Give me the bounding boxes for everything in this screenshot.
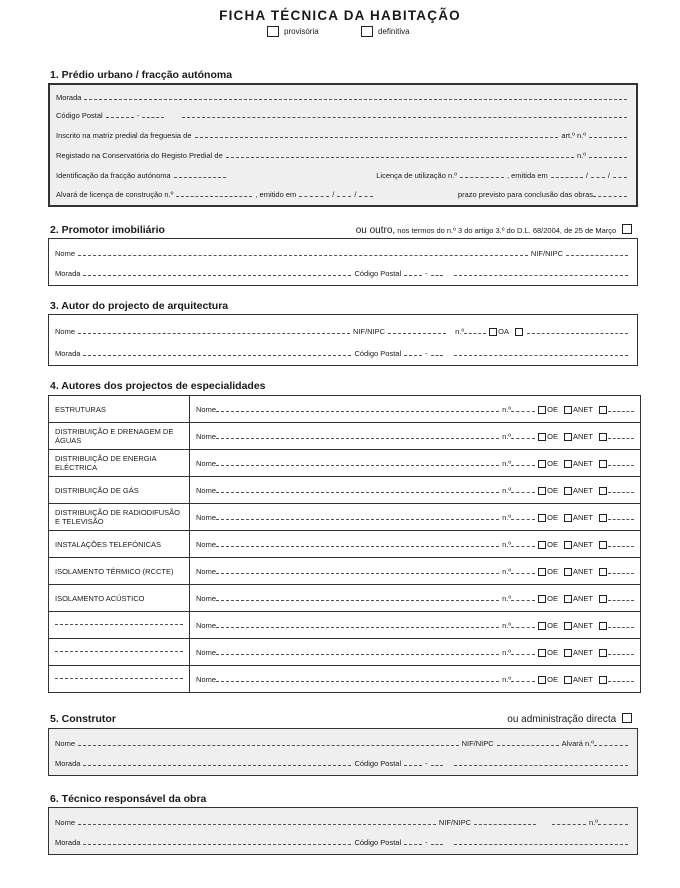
promotor-morada-row	[55, 269, 631, 278]
specialty-custom-field[interactable]	[55, 624, 183, 625]
numero-label: n.º	[502, 512, 512, 522]
emitido-mes-field[interactable]	[337, 196, 351, 197]
oe-label: OE	[547, 674, 558, 684]
inscrito-row	[56, 131, 630, 140]
slash: /	[332, 190, 335, 199]
specialty-blank-cell	[49, 612, 190, 639]
tecnico-nome-field[interactable]	[78, 824, 436, 825]
emitida-em-label: , emitida em	[506, 171, 548, 180]
nome-label: Nome	[55, 327, 76, 336]
alvara-field[interactable]	[176, 196, 252, 197]
numero-label: n.º	[589, 818, 598, 827]
oe-label: OE	[547, 458, 558, 468]
nif-label: NIF/NIPC	[461, 739, 494, 748]
tecnico-localidade-field[interactable]	[454, 844, 628, 845]
promotor-nome-field[interactable]	[78, 255, 528, 256]
slash: /	[354, 190, 357, 199]
nome-label: Nome	[196, 620, 217, 630]
administracao-directa-checkbox[interactable]	[622, 713, 632, 723]
section-2-title: 2. Promotor imobiliário	[50, 224, 165, 236]
specialty-row	[49, 396, 641, 423]
specialty-nome-field[interactable]	[216, 600, 499, 601]
definitiva-checkbox[interactable]	[361, 26, 373, 37]
specialty-row	[49, 531, 641, 558]
autor-numero-field[interactable]	[464, 333, 486, 334]
construtor-nif-field[interactable]	[497, 745, 559, 746]
nif-label: NIF/NIPC	[353, 327, 386, 336]
specialty-author-cell	[190, 396, 641, 423]
specialty-numero-field[interactable]	[511, 519, 535, 520]
specialty-row	[49, 423, 641, 450]
specialty-custom-field[interactable]	[55, 678, 183, 679]
identificacao-row	[56, 171, 630, 180]
freguesia-field[interactable]	[195, 137, 559, 138]
anet-checkbox[interactable]	[564, 649, 572, 657]
oe-checkbox[interactable]	[538, 568, 546, 576]
numero-label: n.º	[502, 620, 512, 630]
specialty-author-cell	[190, 477, 641, 504]
ou-outro-label: ou outro,	[355, 225, 396, 236]
outro-ordem-checkbox[interactable]	[515, 328, 523, 336]
specialty-label: ESTRUTURAS	[49, 396, 190, 423]
anet-checkbox[interactable]	[564, 676, 572, 684]
nome-label: Nome	[196, 674, 217, 684]
nome-label: Nome	[196, 647, 217, 657]
specialty-row	[49, 450, 641, 477]
morada-label: Morada	[56, 93, 82, 102]
registo-numero-field[interactable]	[589, 157, 627, 158]
outro-field[interactable]	[608, 573, 634, 574]
registado-label: Registado na Conservatória do Registo Predial de	[56, 151, 223, 160]
codigo-postal-label: Código Postal	[354, 349, 402, 358]
specialty-nome-field[interactable]	[216, 492, 499, 493]
outro-field[interactable]	[608, 654, 634, 655]
outro-checkbox[interactable]	[599, 487, 607, 495]
codigo-postal-label: Código Postal	[354, 759, 402, 768]
option-provisoria[interactable]	[267, 26, 319, 37]
emitida-dia-field[interactable]	[551, 177, 583, 178]
anet-label: ANET	[572, 512, 593, 522]
specialty-blank-cell	[49, 666, 190, 693]
specialty-author-cell	[190, 639, 641, 666]
artigo-field[interactable]	[589, 137, 627, 138]
oe-checkbox[interactable]	[538, 622, 546, 630]
oe-checkbox[interactable]	[538, 433, 546, 441]
specialty-numero-field[interactable]	[511, 438, 535, 439]
specialty-blank-cell	[49, 639, 190, 666]
outro-checkbox[interactable]	[599, 622, 607, 630]
specialty-numero-field[interactable]	[511, 654, 535, 655]
oe-label: OE	[547, 566, 558, 576]
oe-checkbox[interactable]	[538, 595, 546, 603]
outro-field[interactable]	[608, 519, 634, 520]
specialty-numero-field[interactable]	[511, 600, 535, 601]
specialty-label: DISTRIBUIÇÃO DE GÁS	[49, 477, 190, 504]
emitido-em-label: , emitido em	[255, 190, 297, 199]
autor-nif-field[interactable]	[388, 333, 446, 334]
specialty-label: INSTALAÇÕES TELEFÓNICAS	[49, 531, 190, 558]
definitiva-label: definitiva	[378, 27, 410, 36]
section-2-box	[48, 238, 638, 286]
specialty-author-cell	[190, 531, 641, 558]
oe-checkbox[interactable]	[538, 460, 546, 468]
section-3-title: 3. Autor do projecto de arquitectura	[50, 300, 229, 312]
oe-label: OE	[547, 539, 558, 549]
promotor-cp1-field[interactable]	[404, 275, 422, 276]
construtor-cp1-field[interactable]	[404, 765, 422, 766]
outro-checkbox[interactable]	[599, 541, 607, 549]
specialty-label: ISOLAMENTO TÉRMICO (RCCTE)	[49, 558, 190, 585]
specialty-nome-field[interactable]	[216, 465, 499, 466]
anet-label: ANET	[572, 485, 593, 495]
tecnico-nome-row	[55, 818, 631, 827]
outro-field[interactable]	[608, 492, 634, 493]
outro-field[interactable]	[608, 465, 634, 466]
fraccao-field[interactable]	[174, 177, 226, 178]
nome-label: Nome	[196, 404, 217, 414]
specialty-label: ISOLAMENTO ACÚSTICO	[49, 585, 190, 612]
slash: /	[607, 171, 610, 180]
specialty-nome-field[interactable]	[216, 681, 499, 682]
tecnico-cp2-field[interactable]	[431, 844, 443, 845]
autor-localidade-field[interactable]	[454, 355, 628, 356]
anet-checkbox[interactable]	[564, 622, 572, 630]
specialty-row	[49, 477, 641, 504]
anet-checkbox[interactable]	[564, 541, 572, 549]
promotor-morada-field[interactable]	[83, 275, 351, 276]
autor-morada-field[interactable]	[83, 355, 351, 356]
specialty-author-cell	[190, 450, 641, 477]
numero-label: n.º	[502, 674, 512, 684]
anet-label: ANET	[572, 593, 593, 603]
registo-numero-label: n.º	[577, 151, 586, 160]
specialty-numero-field[interactable]	[511, 573, 535, 574]
anet-label: ANET	[572, 674, 593, 684]
nome-label: Nome	[196, 431, 217, 441]
section-5-title: 5. Construtor	[50, 713, 116, 725]
autor-nome-field[interactable]	[78, 333, 350, 334]
specialty-nome-field[interactable]	[216, 654, 499, 655]
oa-checkbox[interactable]	[489, 328, 497, 336]
numero-label: n.º	[502, 539, 512, 549]
outro-checkbox[interactable]	[599, 514, 607, 522]
nome-label: Nome	[196, 458, 217, 468]
numero-label: n.º	[502, 593, 512, 603]
outro-checkbox[interactable]	[599, 676, 607, 684]
specialty-author-cell	[190, 558, 641, 585]
oe-label: OE	[547, 647, 558, 657]
nif-label: NIF/NIPC	[530, 249, 563, 258]
registado-row	[56, 151, 630, 160]
specialty-nome-field[interactable]	[216, 627, 499, 628]
specialty-row	[49, 504, 641, 531]
nome-label: Nome	[196, 539, 217, 549]
nome-label: Nome	[55, 249, 76, 258]
specialty-numero-field[interactable]	[511, 411, 535, 412]
autor-nome-row	[55, 327, 631, 336]
emitido-ano-field[interactable]	[359, 196, 373, 197]
construtor-cp2-field[interactable]	[431, 765, 443, 766]
anet-label: ANET	[572, 431, 593, 441]
tecnico-morada-row	[55, 838, 631, 847]
specialty-numero-field[interactable]	[511, 465, 535, 466]
nome-label: Nome	[196, 485, 217, 495]
morada-label: Morada	[55, 269, 81, 278]
anet-checkbox[interactable]	[564, 460, 572, 468]
alvara-label: Alvará n.º	[561, 739, 594, 748]
specialty-nome-field[interactable]	[216, 411, 499, 412]
morada-row	[56, 93, 630, 102]
codigo-postal-label: Código Postal	[354, 838, 402, 847]
outro-field[interactable]	[608, 600, 634, 601]
prazo-field[interactable]	[593, 196, 627, 197]
section-6-title: 6. Técnico responsável da obra	[50, 793, 207, 805]
oe-label: OE	[547, 620, 558, 630]
nome-label: Nome	[55, 818, 76, 827]
outro-field[interactable]	[608, 438, 634, 439]
localidade-field[interactable]	[182, 117, 627, 118]
oe-label: OE	[547, 431, 558, 441]
specialty-nome-field[interactable]	[216, 438, 499, 439]
conservatoria-field[interactable]	[226, 157, 574, 158]
morada-label: Morada	[55, 759, 81, 768]
numero-label: n.º	[502, 566, 512, 576]
oe-label: OE	[547, 512, 558, 522]
specialty-label: DISTRIBUIÇÃO DE RADIODIFUSÃO E TELEVISÃO	[49, 504, 190, 531]
specialties-table	[48, 395, 641, 693]
anet-checkbox[interactable]	[564, 487, 572, 495]
prazo-label: prazo previsto para conclusão das obras	[457, 190, 593, 199]
anet-checkbox[interactable]	[564, 433, 572, 441]
specialty-numero-field[interactable]	[511, 681, 535, 682]
specialty-custom-field[interactable]	[55, 651, 183, 652]
section-5-alt	[507, 713, 633, 725]
construtor-morada-field[interactable]	[83, 765, 351, 766]
section-5-box	[48, 728, 638, 776]
outro-checkbox[interactable]	[599, 595, 607, 603]
specialty-row	[49, 639, 641, 666]
inscrito-label: Inscrito na matriz predial da freguesia de	[56, 131, 192, 140]
construtor-alvara-field[interactable]	[594, 745, 628, 746]
administracao-directa-label: ou administração directa	[507, 714, 617, 725]
nome-label: Nome	[196, 566, 217, 576]
anet-label: ANET	[572, 620, 593, 630]
anet-label: ANET	[572, 566, 593, 576]
specialty-row	[49, 666, 641, 693]
outro-field[interactable]	[608, 411, 634, 412]
section-2-alt	[356, 224, 633, 236]
tecnico-nif-field[interactable]	[474, 824, 536, 825]
oe-checkbox[interactable]	[538, 514, 546, 522]
section-1-title: 1. Prédio urbano / fracção autónoma	[50, 69, 233, 81]
tecnico-numero-field[interactable]	[598, 824, 628, 825]
tecnico-ordem-field[interactable]	[552, 824, 586, 825]
nome-label: Nome	[196, 593, 217, 603]
provisoria-label: provisória	[284, 27, 319, 36]
promotor-nif-field[interactable]	[566, 255, 628, 256]
oe-label: OE	[547, 404, 558, 414]
anet-checkbox[interactable]	[564, 595, 572, 603]
construtor-localidade-field[interactable]	[454, 765, 628, 766]
cp-field-1[interactable]	[106, 117, 134, 118]
numero-label: n.º	[502, 485, 512, 495]
page-title: FICHA TÉCNICA DA HABITAÇÃO	[219, 8, 461, 23]
section-4-title: 4. Autores dos projectos de especialidades	[50, 380, 266, 392]
alvara-row	[56, 190, 630, 199]
nome-label: Nome	[196, 512, 217, 522]
specialty-nome-field[interactable]	[216, 573, 499, 574]
specialty-label: DISTRIBUIÇÃO DE ENERGIA ELÉCTRICA	[49, 450, 190, 477]
promotor-cp2-field[interactable]	[431, 275, 443, 276]
outro-ordem-field[interactable]	[527, 333, 628, 334]
outro-field[interactable]	[608, 546, 634, 547]
specialty-author-cell	[190, 585, 641, 612]
slash: /	[585, 171, 588, 180]
specialty-author-cell	[190, 666, 641, 693]
nif-label: NIF/NIPC	[438, 818, 471, 827]
outro-field[interactable]	[608, 681, 634, 682]
specialty-author-cell	[190, 423, 641, 450]
oe-checkbox[interactable]	[538, 406, 546, 414]
construtor-morada-row	[55, 759, 631, 768]
cp-dash: -	[425, 838, 428, 847]
emitida-mes-field[interactable]	[591, 177, 605, 178]
section-1-box	[48, 83, 638, 207]
outro-checkbox[interactable]	[599, 433, 607, 441]
oe-checkbox[interactable]	[538, 487, 546, 495]
specialty-row	[49, 558, 641, 585]
anet-checkbox[interactable]	[564, 514, 572, 522]
alvara-label: Alvará de licença de construção n.º	[56, 190, 174, 199]
oe-label: OE	[547, 593, 558, 603]
anet-checkbox[interactable]	[564, 406, 572, 414]
outro-checkbox[interactable]	[599, 406, 607, 414]
option-definitiva[interactable]	[361, 26, 410, 37]
numero-label: n.º	[455, 327, 465, 336]
numero-label: n.º	[502, 647, 512, 657]
emitido-dia-field[interactable]	[299, 196, 329, 197]
specialty-nome-field[interactable]	[216, 519, 499, 520]
autor-morada-row	[55, 349, 631, 358]
anet-checkbox[interactable]	[564, 568, 572, 576]
cp-field-2[interactable]	[142, 117, 164, 118]
oe-label: OE	[547, 485, 558, 495]
promotor-localidade-field[interactable]	[454, 275, 628, 276]
outro-checkbox[interactable]	[599, 460, 607, 468]
emitida-ano-field[interactable]	[613, 177, 627, 178]
oe-checkbox[interactable]	[538, 676, 546, 684]
morada-label: Morada	[55, 838, 81, 847]
anet-label: ANET	[572, 647, 593, 657]
morada-label: Morada	[55, 349, 81, 358]
tecnico-cp1-field[interactable]	[404, 844, 422, 845]
oa-label: OA	[498, 327, 509, 336]
specialty-author-cell	[190, 504, 641, 531]
ou-outro-checkbox[interactable]	[622, 224, 632, 234]
outro-checkbox[interactable]	[599, 649, 607, 657]
cp-dash: -	[136, 111, 140, 120]
construtor-nome-field[interactable]	[78, 745, 459, 746]
specialty-row	[49, 585, 641, 612]
morada-field[interactable]	[84, 99, 627, 100]
autor-cp1-field[interactable]	[404, 355, 422, 356]
specialty-row	[49, 612, 641, 639]
specialty-numero-field[interactable]	[511, 627, 535, 628]
specialty-nome-field[interactable]	[216, 546, 499, 547]
codigo-postal-row	[56, 111, 630, 120]
oe-checkbox[interactable]	[538, 541, 546, 549]
cp-dash: -	[425, 759, 428, 768]
nome-label: Nome	[55, 739, 76, 748]
codigo-postal-label: Código Postal	[354, 269, 402, 278]
specialty-numero-field[interactable]	[511, 492, 535, 493]
anet-label: ANET	[572, 404, 593, 414]
outro-checkbox[interactable]	[599, 568, 607, 576]
anet-label: ANET	[572, 539, 593, 549]
cp-dash: -	[425, 269, 428, 278]
identificacao-label: Identificação da fracção autónoma	[56, 171, 171, 180]
specialty-numero-field[interactable]	[511, 546, 535, 547]
cp-dash: -	[425, 349, 428, 358]
construtor-nome-row	[55, 739, 631, 748]
codigo-postal-label: Código Postal	[56, 111, 103, 120]
anet-label: ANET	[572, 458, 593, 468]
autor-cp2-field[interactable]	[431, 355, 443, 356]
oe-checkbox[interactable]	[538, 649, 546, 657]
section-6-box	[48, 807, 638, 855]
tecnico-morada-field[interactable]	[83, 844, 351, 845]
licenca-utilizacao-label: Licença de utilização n.º	[376, 171, 457, 180]
specialty-label: DISTRIBUIÇÃO E DRENAGEM DE ÁGUAS	[49, 423, 190, 450]
provisoria-checkbox[interactable]	[267, 26, 279, 37]
licenca-utilizacao-field[interactable]	[460, 177, 504, 178]
specialty-author-cell	[190, 612, 641, 639]
numero-label: n.º	[502, 458, 512, 468]
promotor-nome-row	[55, 249, 631, 258]
numero-label: n.º	[502, 404, 512, 414]
outro-field[interactable]	[608, 627, 634, 628]
numero-label: n.º	[502, 431, 512, 441]
section-3-box	[48, 314, 638, 366]
ou-outro-note: nos termos do n.º 3 do artigo 3.º do D.L. 68/2004, de 25 de Março	[395, 226, 617, 235]
artigo-label: art.º n.º	[561, 131, 586, 140]
